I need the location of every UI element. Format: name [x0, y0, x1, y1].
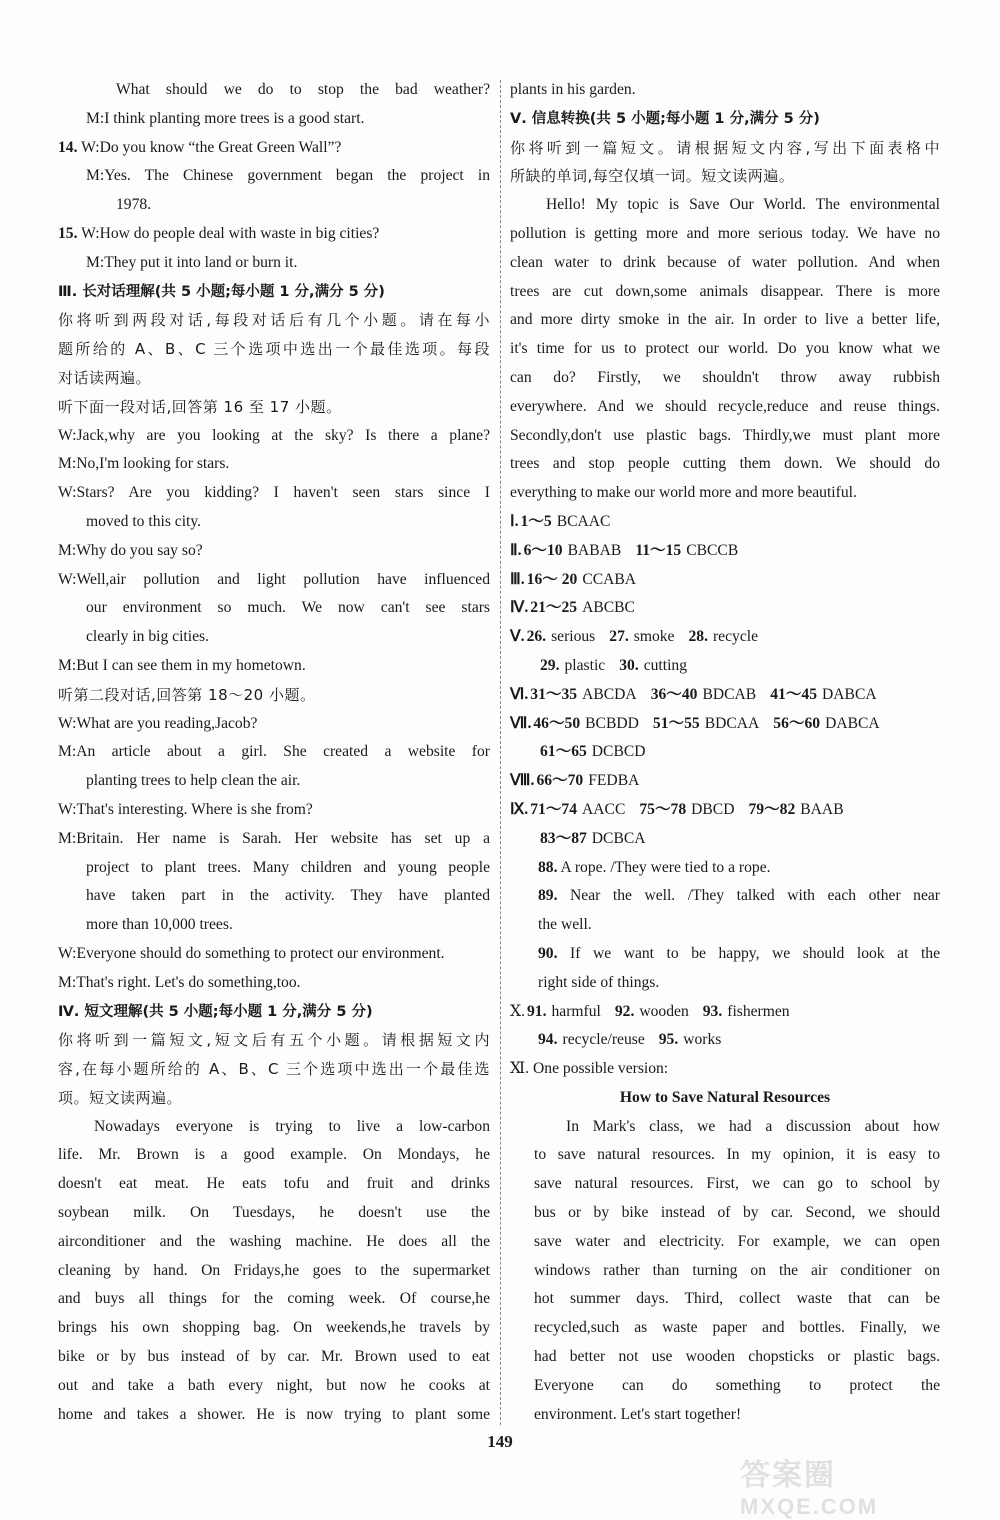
left-column — [58, 76, 490, 1429]
answer-value: smoke — [633, 628, 675, 646]
answer-value: Near the well. /They talked with each other near — [557, 887, 940, 905]
answer-number: 1～5 — [520, 512, 552, 530]
text-line — [510, 191, 940, 220]
answer-row — [510, 1026, 940, 1055]
text-line — [510, 335, 940, 364]
answer-number: 79～82 — [748, 800, 796, 818]
answer-number: 92. — [614, 1002, 635, 1020]
answer-value: DCBCD — [591, 743, 646, 761]
line-text: M:Why do you say so? — [58, 541, 203, 559]
question-number: 15. — [58, 224, 78, 242]
line-text: M:They put it into land or burn it. — [86, 253, 298, 271]
line-text: 对话读两遍。 — [58, 368, 152, 387]
answer-value: BDCAA — [704, 714, 760, 732]
essay-line: In Mark's class, we had a discussion about how — [566, 1117, 940, 1135]
answer-number: 66～70 — [536, 772, 584, 790]
column-divider — [500, 80, 501, 1425]
answer-value: CCABA — [582, 570, 637, 588]
intro-text: One possible version: — [533, 1060, 669, 1078]
text-line — [510, 479, 940, 508]
line-text: life. Mr. Brown is a good example. On Mondays, he — [58, 1146, 490, 1164]
question-number: 14. — [58, 138, 78, 156]
text-line — [58, 1372, 490, 1401]
answer-value: FEDBA — [588, 772, 640, 790]
answer-number: 41～45 — [770, 685, 818, 703]
answer-line — [510, 911, 940, 940]
answer-value: DABCA — [825, 714, 880, 732]
text-line — [58, 162, 490, 191]
answer-value: CBCCB — [686, 541, 739, 559]
text-line — [58, 998, 490, 1027]
answer-row — [510, 738, 940, 767]
line-text: doesn't eat meat. He eats tofu and fruit and drinks — [58, 1175, 490, 1193]
answer-row — [510, 566, 940, 595]
watermark-site: MXQE.COM — [740, 1494, 879, 1519]
line-text: out and take a bath every night, but now he cooks at — [58, 1376, 490, 1394]
line-text: Ⅴ. 信息转换(共 5 小题;每小题 1 分,满分 5 分) — [510, 110, 820, 127]
line-text: moved to this city. — [86, 512, 202, 530]
essay-line: had better not use wooden chopsticks or plastic bags. — [534, 1348, 940, 1366]
answer-value: ABCDA — [582, 685, 637, 703]
answer-value: serious — [551, 628, 596, 646]
answer-row — [510, 508, 940, 537]
essay-title: How to Save Natural Resources — [619, 1088, 831, 1106]
right-column — [510, 76, 940, 1429]
answer-value: If we want to be happy, we should look at the — [557, 944, 940, 962]
section-label: Ⅵ. — [510, 685, 529, 703]
text-line — [510, 220, 940, 249]
line-text: 听第二段对话,回答第 18～20 小题。 — [58, 685, 316, 704]
line-text: bike or by bus instead of by car. Mr. Brown used to eat — [58, 1348, 490, 1366]
answer-line — [510, 882, 940, 911]
answer-value: DCBCA — [591, 829, 646, 847]
answer-value: BCBDD — [585, 714, 639, 732]
line-text: cleaning by hand. On Fridays,he goes to the supermarket — [58, 1261, 490, 1279]
answer-row — [510, 825, 940, 854]
line-text: plants in his garden. — [510, 81, 636, 98]
line-text: home and takes a shower. He is now trying to plant some — [58, 1405, 490, 1423]
answer-row — [510, 681, 940, 710]
answer-value: recycle/reuse — [562, 1031, 645, 1049]
essay-line: Everyone can do something to protect the — [534, 1376, 940, 1394]
text-line — [58, 1113, 490, 1142]
answer-number: 36～40 — [650, 685, 698, 703]
text-line — [58, 537, 490, 566]
text-line — [58, 220, 490, 249]
section-label: Ⅰ. — [510, 512, 519, 530]
line-text: W:That's interesting. Where is she from? — [58, 800, 313, 818]
answer-number: 21～25 — [530, 599, 578, 617]
line-text: M:That's right. Let's do something,too. — [58, 973, 301, 991]
line-text: M:No,I'm looking for stars. — [58, 455, 230, 473]
line-text: W:Everyone should do something to protect our environment. — [58, 944, 445, 962]
line-text: clean water to drink because of water pollution. And when — [510, 253, 940, 271]
line-text: M:Yes. The Chinese government began the project in — [86, 167, 490, 185]
text-line — [58, 911, 490, 940]
line-text: everywhere. And we should recycle,reduce and reuse things. — [510, 397, 940, 415]
line-text: can do? Firstly, we shouldn't throw away rubbish — [510, 368, 940, 386]
text-line — [510, 422, 940, 451]
line-text: pollution is getting more and more serious today. We have no — [510, 224, 940, 242]
essay-line: windows rather than turning on the air conditioner on — [534, 1261, 940, 1279]
text-line — [510, 278, 940, 307]
line-text: 你将听到一篇短文。请根据短文内容,写出下面表格中 — [510, 138, 940, 157]
text-line — [58, 681, 490, 710]
answer-number: 56～60 — [773, 714, 821, 732]
answer-value: recycle — [712, 628, 758, 646]
answer-number: 28. — [688, 628, 708, 646]
essay-line: recycled,such as waste paper and bottles. Finally, we — [534, 1319, 940, 1337]
answer-number: 61～65 — [540, 743, 587, 761]
text-line — [58, 1026, 490, 1055]
answer-value: DBCD — [691, 800, 735, 818]
line-text: Ⅳ. 短文理解(共 5 小题;每小题 1 分,满分 5 分) — [58, 1003, 373, 1020]
line-text: 所缺的单词,每空仅填一词。短文读两遍。 — [510, 167, 795, 186]
answer-number: 30. — [619, 656, 639, 674]
line-text: our environment so much. We now can't see stars — [86, 599, 490, 617]
line-text: trees are cut down,some animals disappear. There is more — [510, 282, 940, 300]
answer-number: 95. — [658, 1031, 679, 1049]
answer-number: 26. — [526, 628, 547, 646]
answer-number: 88. — [538, 858, 558, 876]
line-text: soybean milk. On Tuesdays, he doesn't use the — [58, 1204, 490, 1222]
line-text: W:Jack,why are you looking at the sky? Is there a plane? — [58, 426, 490, 444]
essay-body — [510, 1113, 940, 1430]
text-line — [510, 364, 940, 393]
line-text: W:How do people deal with waste in big cities? — [77, 224, 380, 242]
text-line — [58, 479, 490, 508]
line-text: trees and stop people cutting them down. We should do — [510, 455, 940, 473]
answer-number: 83～87 — [540, 829, 587, 847]
section-label: Ⅹ. — [510, 1002, 525, 1020]
essay-line: hot summer days. Third, collect waste that can be — [534, 1290, 940, 1308]
line-text: W:What are you reading,Jacob? — [58, 714, 258, 732]
text-line — [58, 594, 490, 623]
text-line — [58, 1170, 490, 1199]
text-line — [58, 249, 490, 278]
answer-row — [510, 710, 940, 739]
text-line — [510, 249, 940, 278]
answer-number: 75～78 — [639, 800, 687, 818]
section-label: Ⅸ. — [510, 800, 529, 818]
answer-value: plastic — [564, 656, 606, 674]
line-text: have taken part in the activity. They have planted — [86, 887, 490, 905]
answer-row — [510, 594, 940, 623]
text-line — [58, 796, 490, 825]
essay-line: save natural resources. First, we can go to school by — [534, 1175, 940, 1193]
section-label: Ⅴ. — [510, 628, 525, 646]
text-line — [58, 1314, 490, 1343]
line-text: M:Britain. Her name is Sarah. Her website has set up a — [58, 829, 490, 847]
line-text: What should we do to stop the bad weather? — [116, 81, 490, 98]
text-line — [58, 940, 490, 969]
text-line — [510, 134, 940, 163]
answer-number: 11～15 — [635, 541, 682, 559]
line-text: clearly in big cities. — [86, 628, 209, 646]
answer-value: fishermen — [727, 1002, 790, 1020]
section-label: Ⅺ. — [510, 1060, 530, 1078]
answer-value: DABCA — [822, 685, 877, 703]
text-line — [58, 306, 490, 335]
line-text: W:Well,air pollution and light pollution have influenced — [58, 570, 490, 588]
line-text: airconditioner and the washing machine. He does all the — [58, 1232, 490, 1250]
answer-value: right side of things. — [538, 973, 660, 991]
text-line — [58, 1343, 490, 1372]
line-text: W:Stars? Are you kidding? I haven't seen stars since I — [58, 484, 490, 502]
line-text: 容,在每小题所给的 A、B、C 三个选项中选出一个最佳选 — [58, 1060, 490, 1079]
section-label: Ⅷ. — [510, 772, 535, 790]
answer-value: wooden — [639, 1002, 689, 1020]
line-text: and more dirty smoke in the air. In order to live a better life, — [510, 311, 940, 329]
answer-line — [510, 940, 940, 969]
answer-number: 71～74 — [530, 800, 578, 818]
answer-line — [510, 854, 940, 883]
line-text: 项。短文读两遍。 — [58, 1088, 183, 1107]
page-number: 149 — [487, 1432, 513, 1451]
line-text: and buys all things for the coming week. Of course,he — [58, 1290, 490, 1308]
watermark-glyph: 答案圈 — [740, 1458, 836, 1493]
answer-number: 16～ 20 — [526, 570, 578, 588]
text-line — [58, 854, 490, 883]
text-line — [58, 969, 490, 998]
line-text: 你将听到一篇短文,短文后有五个小题。请根据短文内 — [58, 1031, 490, 1050]
answer-row — [510, 652, 940, 681]
answer-row — [510, 623, 940, 652]
line-text: Secondly,don't use plastic bags. Thirdly,we must plant more — [510, 426, 940, 444]
line-text: everything to make our world more and more beautiful. — [510, 484, 857, 502]
text-line — [58, 134, 490, 163]
answer-value: BABAB — [567, 541, 622, 559]
line-text: 你将听到两段对话,每段对话后有几个小题。请在每小 — [58, 311, 490, 330]
line-text: 听下面一段对话,回答第 16 至 17 小题。 — [58, 397, 342, 416]
answer-row — [510, 796, 940, 825]
text-line — [510, 450, 940, 479]
line-text: it's time for us to protect our world. Do you know what we — [510, 340, 940, 358]
answer-value: ABCBC — [582, 599, 635, 617]
answer-row — [510, 1055, 940, 1084]
text-line — [58, 450, 490, 479]
text-line — [510, 76, 940, 105]
text-line — [58, 508, 490, 537]
line-text: Ⅲ. 长对话理解(共 5 小题;每小题 1 分,满分 5 分) — [58, 283, 385, 300]
text-line — [58, 825, 490, 854]
text-line — [510, 105, 940, 134]
line-text: more than 10,000 trees. — [86, 916, 233, 934]
answer-number: 27. — [609, 628, 629, 646]
answer-number: 6～10 — [523, 541, 563, 559]
line-text: 题所给的 A、B、C 三个选项中选出一个最佳选项。每段 — [58, 340, 490, 359]
watermark-logo — [740, 1450, 980, 1519]
answer-number: 89. — [538, 887, 558, 905]
text-line — [58, 738, 490, 767]
text-line — [58, 566, 490, 595]
text-line — [510, 393, 940, 422]
line-text: W:Do you know “the Great Green Wall”? — [77, 138, 342, 156]
answer-row — [510, 998, 940, 1027]
line-text: project to plant trees. Many children and young people — [86, 858, 490, 876]
answer-number: 94. — [538, 1031, 558, 1049]
essay-line: to save natural resources. In my opinion, it is easy to — [534, 1146, 940, 1164]
answer-number: 51～55 — [652, 714, 700, 732]
answer-row — [510, 537, 940, 566]
essay-line: save water and electricity. For example, we can open — [534, 1232, 940, 1250]
text-line — [58, 1257, 490, 1286]
text-line — [58, 105, 490, 134]
text-line — [58, 364, 490, 393]
section-label: Ⅶ. — [510, 714, 532, 732]
answer-value: harmful — [551, 1002, 601, 1020]
answer-number: 29. — [540, 656, 560, 674]
text-line — [58, 1055, 490, 1084]
text-line — [510, 306, 940, 335]
text-line — [58, 623, 490, 652]
text-line — [58, 882, 490, 911]
text-line — [58, 335, 490, 364]
text-line — [58, 1285, 490, 1314]
answer-number: 46～50 — [533, 714, 581, 732]
section-label: Ⅲ. — [510, 570, 525, 588]
line-text: brings his own shopping bag. On weekends,he travels by — [58, 1319, 490, 1337]
answer-row — [510, 767, 940, 796]
answer-value: the well. — [538, 916, 592, 934]
answer-number: 93. — [702, 1002, 723, 1020]
answer-value: AACC — [582, 800, 626, 818]
answer-value: BAAB — [800, 800, 844, 818]
text-line — [58, 767, 490, 796]
answer-value: A rope. /They were tied to a rope. — [557, 858, 771, 876]
text-line — [58, 278, 490, 307]
text-line — [58, 1084, 490, 1113]
line-text: planting trees to help clean the air. — [86, 772, 301, 790]
section-label: Ⅱ. — [510, 541, 522, 559]
text-line — [510, 162, 940, 191]
answer-number: 90. — [538, 944, 558, 962]
line-text: M:But I can see them in my hometown. — [58, 656, 306, 674]
text-line — [58, 1199, 490, 1228]
answer-number: 91. — [527, 1002, 547, 1020]
text-line — [58, 652, 490, 681]
answer-value: BCAAC — [556, 512, 611, 530]
answer-number: 31～35 — [530, 685, 578, 703]
text-line — [58, 393, 490, 422]
line-text: Hello! My topic is Save Our World. The environmental — [546, 196, 940, 214]
text-line — [58, 76, 490, 105]
answer-line — [510, 969, 940, 998]
line-text: 1978. — [116, 196, 152, 214]
line-text: M:I think planting more trees is a good start. — [86, 109, 365, 127]
text-line — [58, 191, 490, 220]
text-line — [58, 422, 490, 451]
answer-value: BDCAB — [702, 685, 757, 703]
answer-value: works — [683, 1031, 722, 1049]
answer-value: cutting — [643, 656, 688, 674]
text-line — [58, 1401, 490, 1430]
essay-line: bus or by bike instead of by car. Second, we should — [534, 1204, 940, 1222]
essay-line: environment. Let's start together! — [534, 1405, 742, 1423]
text-line — [58, 710, 490, 739]
text-line — [58, 1228, 490, 1257]
text-line — [58, 1141, 490, 1170]
line-text: Nowadays everyone is trying to live a low-carbon — [94, 1117, 490, 1135]
line-text: M:An article about a girl. She created a website for — [58, 743, 490, 761]
section-label: Ⅳ. — [510, 599, 529, 617]
